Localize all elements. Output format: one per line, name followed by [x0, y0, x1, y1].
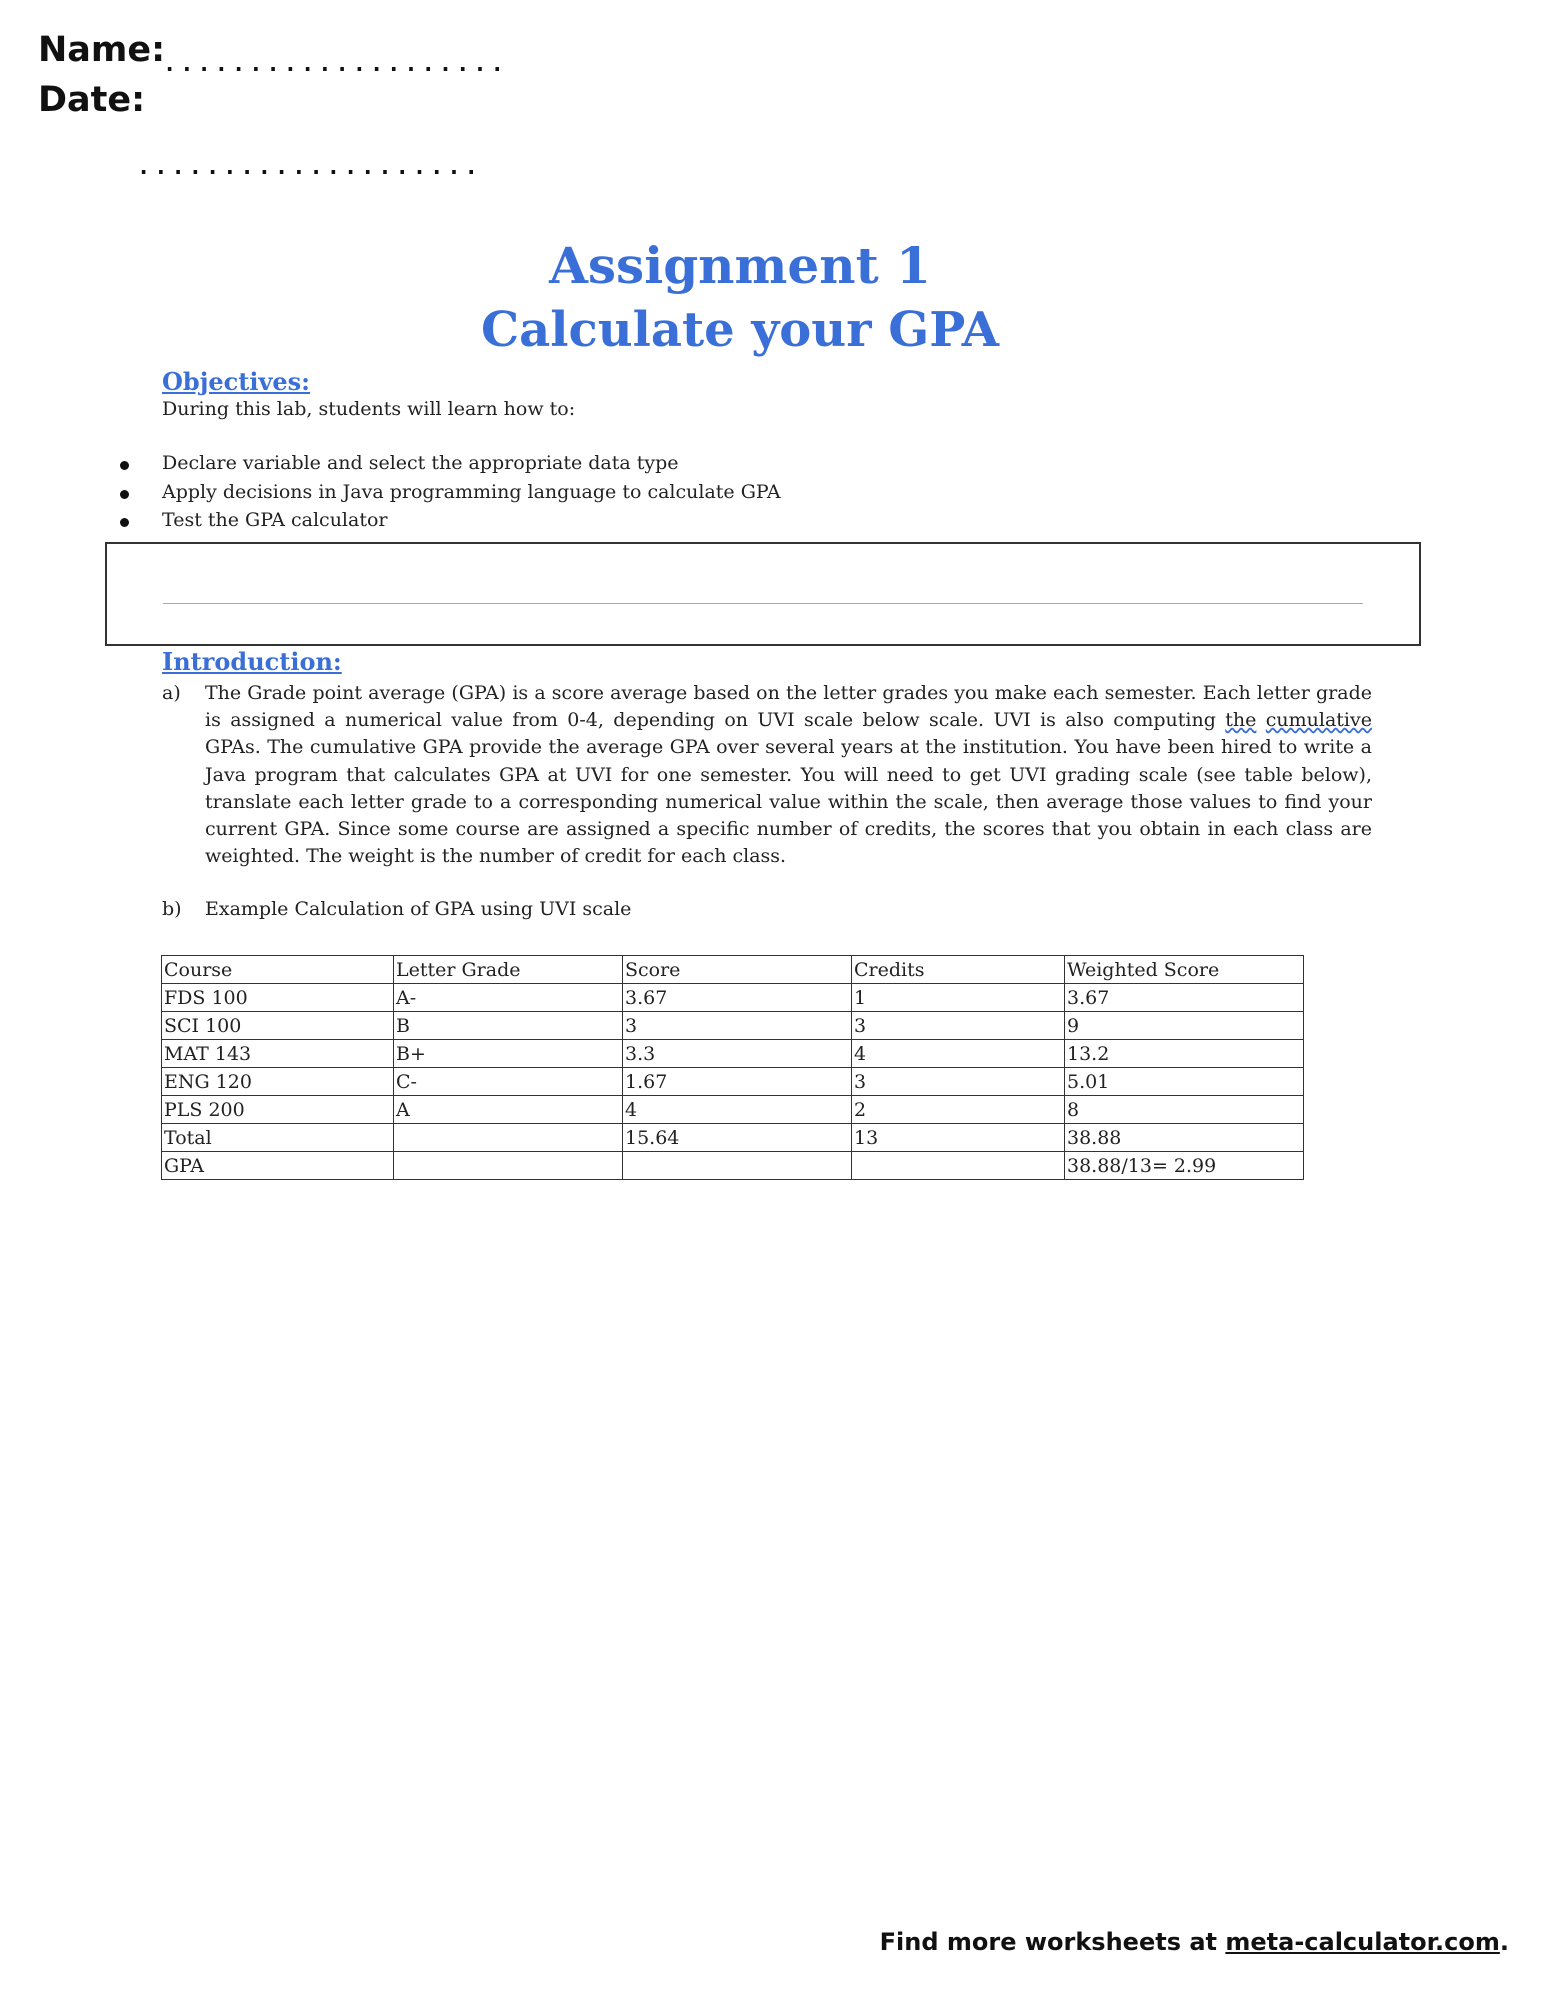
- assignment-title: Assignment 1: [549, 236, 931, 295]
- table-cell: Total: [162, 1124, 394, 1152]
- list-marker-b: b): [162, 898, 182, 920]
- objective-item: Apply decisions in Java programming language to calculate GPA: [112, 481, 781, 510]
- table-cell: [852, 1152, 1065, 1180]
- footer-text: Find more worksheets at meta-calculator.com.: [879, 1928, 1509, 1956]
- table-cell: A: [394, 1096, 623, 1124]
- table-cell: [623, 1152, 852, 1180]
- table-cell: 38.88/13= 2.99: [1065, 1152, 1304, 1180]
- column-header: Credits: [852, 956, 1065, 984]
- bullet-icon: [120, 490, 129, 499]
- table-cell: ENG 120: [162, 1068, 394, 1096]
- answer-box[interactable]: [105, 542, 1421, 646]
- name-label: Name:: [38, 30, 166, 70]
- date-label: Date:: [38, 80, 146, 120]
- name-blank-line[interactable]: ....................: [163, 52, 508, 77]
- footer-link[interactable]: meta-calculator.com: [1225, 1928, 1500, 1956]
- answer-line: [163, 603, 1363, 604]
- column-header: Course: [162, 956, 394, 984]
- column-header: Letter Grade: [394, 956, 623, 984]
- list-marker-a: a): [162, 682, 181, 704]
- table-cell: 13.2: [1065, 1040, 1304, 1068]
- bullet-icon: [120, 461, 129, 470]
- table-row: [162, 1152, 1304, 1180]
- column-header: Weighted Score: [1065, 956, 1304, 984]
- table-cell: B: [394, 1012, 623, 1040]
- table-cell: 2: [852, 1096, 1065, 1124]
- assignment-subtitle: Calculate your GPA: [480, 302, 1000, 358]
- table-cell: 3.3: [623, 1040, 852, 1068]
- table-row: [162, 1040, 1304, 1068]
- spellcheck-word: cumulative: [1265, 709, 1372, 732]
- introduction-paragraph-a: [162, 680, 1372, 870]
- table-row: [162, 1068, 1304, 1096]
- table-cell: [394, 1124, 623, 1152]
- objectives-intro: During this lab, students will learn how to:: [162, 398, 576, 420]
- introduction-paragraph-b: [162, 898, 631, 920]
- table-cell: 38.88: [1065, 1124, 1304, 1152]
- table-cell: 3.67: [623, 984, 852, 1012]
- gpa-table: [161, 955, 1304, 1180]
- table-cell: 4: [852, 1040, 1065, 1068]
- table-row: [162, 1124, 1304, 1152]
- objective-item: Declare variable and select the appropriate data type: [112, 452, 781, 481]
- table-cell: 4: [623, 1096, 852, 1124]
- table-row: [162, 1012, 1304, 1040]
- table-cell: FDS 100: [162, 984, 394, 1012]
- bullet-icon: [120, 518, 129, 527]
- table-cell: 9: [1065, 1012, 1304, 1040]
- table-cell: 8: [1065, 1096, 1304, 1124]
- table-cell: 3: [623, 1012, 852, 1040]
- table-cell: PLS 200: [162, 1096, 394, 1124]
- introduction-text-a: The Grade point average (GPA) is a score average based on the letter grades you make each semester. Each letter grade is assigned a numerical value from 0-4, depending on UVI scale below scale. UVI is also computing the cumulative GPAs. The cumulative GPA provide the average GPA over several years at the institution. You have been hired to write a Java program that calculates GPA at UVI for one semester. You will need to get UVI grading scale (see table below), translate each letter grade to a corresponding numerical value within the scale, then average those values to find your current GPA. Since some course are assigned a specific number of credits, the scores that you obtain in each class are weighted. The weight is the number of credit for each class.: [205, 682, 1372, 868]
- spellcheck-word: the: [1225, 709, 1257, 732]
- date-blank-line[interactable]: ....................: [137, 155, 482, 180]
- table-cell: B+: [394, 1040, 623, 1068]
- table-row: [162, 984, 1304, 1012]
- table-cell: 1: [852, 984, 1065, 1012]
- table-cell: 1.67: [623, 1068, 852, 1096]
- table-cell: MAT 143: [162, 1040, 394, 1068]
- introduction-text-b: Example Calculation of GPA using UVI scale: [205, 898, 632, 920]
- objectives-heading: Objectives:: [162, 367, 311, 396]
- table-cell: 3: [852, 1068, 1065, 1096]
- table-cell: GPA: [162, 1152, 394, 1180]
- table-cell: 3: [852, 1012, 1065, 1040]
- table-cell: 13: [852, 1124, 1065, 1152]
- table-cell: C-: [394, 1068, 623, 1096]
- table-row: [162, 1096, 1304, 1124]
- table-cell: [394, 1152, 623, 1180]
- objectives-list: [112, 452, 781, 538]
- table-cell: 15.64: [623, 1124, 852, 1152]
- column-header: Score: [623, 956, 852, 984]
- table-header-row: [162, 956, 1304, 984]
- table-cell: 5.01: [1065, 1068, 1304, 1096]
- table-cell: A-: [394, 984, 623, 1012]
- table-cell: 3.67: [1065, 984, 1304, 1012]
- objective-item: Test the GPA calculator: [112, 509, 781, 538]
- table-cell: SCI 100: [162, 1012, 394, 1040]
- introduction-heading: Introduction:: [162, 647, 342, 676]
